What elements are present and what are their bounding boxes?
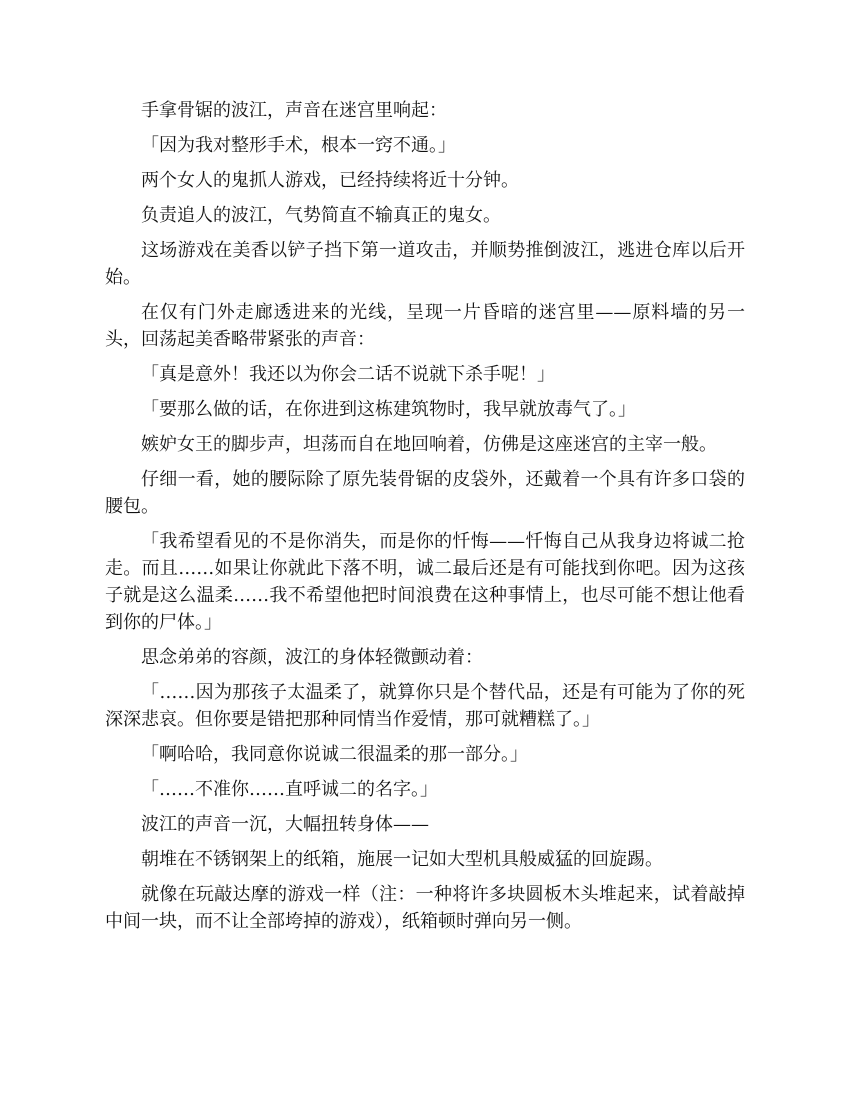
paragraph: 「我希望看见的不是你消失，而是你的忏悔——忏悔自己从我身边将诚二抢走。而且……如果让你就此下落不明，诚二最后还是有可能找到你吧。因为这孩子就是这么温柔……我不希望他把时间浪费在这种事情上，也尽可能不想让他看到你的尸体。」 [105,531,745,633]
paragraph: 「要那么做的话，在你进到这栋建筑物时，我早就放毒气了。」 [141,399,636,420]
paragraph: 手拿骨锯的波江，声音在迷宫里响起： [141,100,447,121]
paragraph: 「真是意外！我还以为你会二话不说就下杀手呢！」 [141,364,555,385]
paragraph: 负责追人的波江，气势简直不输真正的鬼女。 [141,205,501,226]
paragraph: 在仅有门外走廊透进来的光线，呈现一片昏暗的迷宫里——原料墙的另一头，回荡起美香略带紧张的声音： [105,302,745,350]
paragraph: 「……不准你……直呼诚二的名字。」 [141,779,438,800]
paragraph: 这场游戏在美香以铲子挡下第一道攻击，并顺势推倒波江，逃进仓库以后开始。 [105,240,745,288]
paragraph: 「……因为那孩子太温柔了，就算你只是个替代品，还是有可能为了你的死深深悲哀。但你要是错把那种同情当作爱情，那可就糟糕了。」 [105,682,745,730]
paragraph: 「啊哈哈，我同意你说诚二很温柔的那一部分。」 [141,744,528,765]
document-page [105,97,745,943]
paragraph: 就像在玩敲达摩的游戏一样（注：一种将许多块圆板木头堆起来，试着敲掉中间一块，而不让全部垮掉的游戏），纸箱顿时弹向另一侧。 [105,884,745,932]
paragraph: 思念弟弟的容颜，波江的身体轻微颤动着： [141,647,483,668]
paragraph: 波江的声音一沉，大幅扭转身体—— [141,814,429,835]
paragraph: 朝堆在不锈钢架上的纸箱，施展一记如大型机具般威猛的回旋踢。 [141,849,663,870]
paragraph: 仔细一看，她的腰际除了原先装骨锯的皮袋外，还戴着一个具有许多口袋的腰包。 [105,469,745,517]
paragraph: 「因为我对整形手术，根本一窍不通。」 [141,135,456,156]
paragraph: 两个女人的鬼抓人游戏，已经持续将近十分钟。 [141,170,519,191]
paragraph: 嫉妒女王的脚步声，坦荡而自在地回响着，仿佛是这座迷宫的主宰一般。 [141,434,717,455]
